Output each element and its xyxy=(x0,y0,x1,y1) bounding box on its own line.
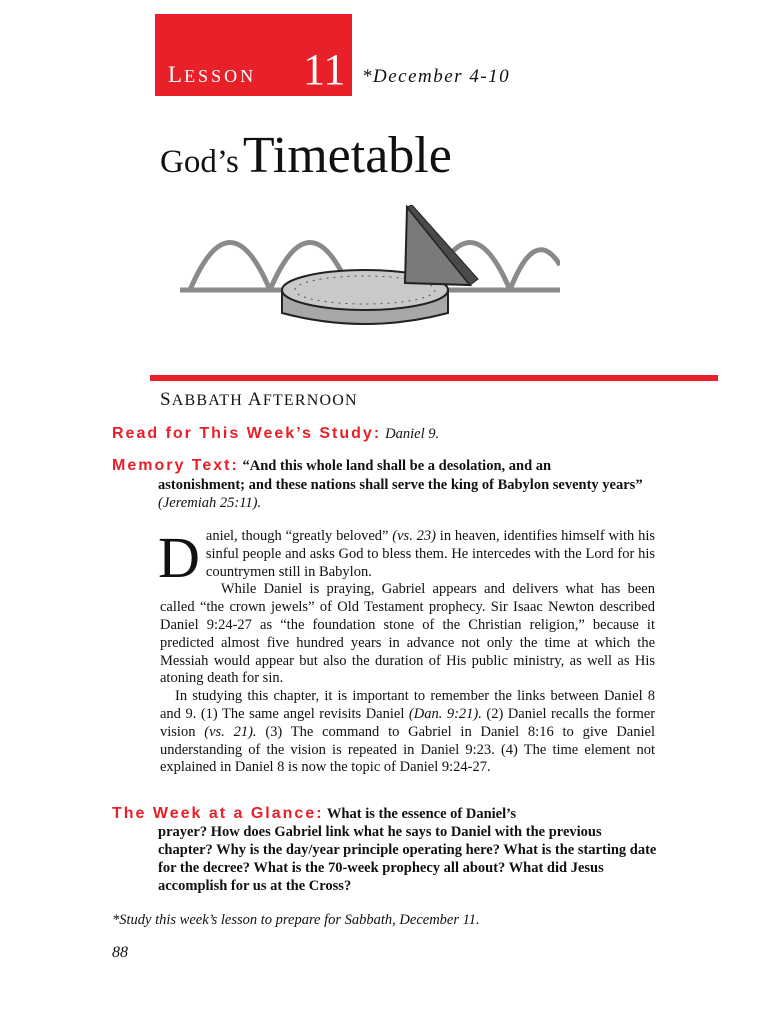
p3-text-c: (3) The command to Gabriel in Daniel 8:16 to give Daniel understanding of the vision is repeated in Daniel 9:23. (4) The time element not explained in Daniel 8 is now the topic of Daniel 9:24-27. xyxy=(160,723,655,776)
page-number: 88 xyxy=(112,944,128,961)
section-word-1: ABBATH xyxy=(171,392,243,409)
section-title xyxy=(160,389,358,411)
footnote: *Study this week’s lesson to prepare for Sabbath, December 11. xyxy=(112,912,480,928)
section-initial-1: S xyxy=(160,389,172,410)
paragraph-2: While Daniel is praying, Gabriel appears and delivers what has been called “the crown jewels” of Old Testament prophecy. Sir Isaac Newton described Daniel 9:24-27 as “the foundation stone of the Christian religion,” because it predicted almost five hundred years in advance not only the time at which the Messiah would appear but also the duration of His public ministry, as well as His atoning death for sin. xyxy=(160,581,655,687)
paragraph-1 xyxy=(158,525,655,590)
lesson-body xyxy=(158,525,656,777)
glance-label: The Week at a Glance: xyxy=(112,805,324,822)
lesson-label xyxy=(168,62,256,88)
glance-questions: prayer? How does Gabriel link what he says to Daniel with the previous chapter? Why is the day/year principle operating here? What is the starting date for the decree? What is the 70-week prophecy all about? What did Jesus accomplish for us at the Cross? xyxy=(158,824,657,894)
read-label: Read for This Week’s Study: xyxy=(112,425,382,442)
lesson-number: 11 xyxy=(303,45,346,94)
section-divider xyxy=(150,375,718,381)
p3-ref1: (Dan. 9:21). xyxy=(408,705,482,722)
p3-text-b: (2) Daniel recalls the former vision xyxy=(160,705,656,740)
p1-ref: (vs. 23) xyxy=(392,528,436,544)
memory-line1: “And this whole land shall be a desolation, and an xyxy=(242,458,552,474)
title-part1: God’s xyxy=(160,144,239,180)
lesson-date: *December 4-10 xyxy=(362,66,511,87)
p1-text-b: in heaven, identifies himself with his sinful people and asks God to bless them. He intercedes with the Lord for his countrymen still in Babylon. xyxy=(205,528,655,580)
p1-text-a: aniel, though “greatly beloved” xyxy=(205,528,389,544)
memory-text xyxy=(112,457,657,513)
section-word-2: FTERNOON xyxy=(262,392,358,409)
title-part2: Timetable xyxy=(242,127,452,184)
arc-1 xyxy=(190,243,270,291)
memory-line2: astonishment; and these nations shall serve the king of Babylon seventy years” xyxy=(158,476,643,493)
read-reference: Daniel 9. xyxy=(385,426,440,442)
drop-cap: D xyxy=(158,525,200,590)
p3-text-a: In studying this chapter, it is important to remember the links between Daniel 8 and 9. (1) The same angel revisits Daniel xyxy=(160,688,655,722)
sundial-icon xyxy=(180,205,560,335)
memory-reference: (Jeremiah 25:11). xyxy=(158,495,262,511)
lesson-initial: L xyxy=(168,62,185,87)
p3-ref2: (vs. 21). xyxy=(204,723,257,740)
lesson-word-rest: ESSON xyxy=(184,66,257,86)
arc-4 xyxy=(510,250,560,290)
page-title xyxy=(160,126,452,185)
glance-line1: What is the essence of Daniel’s xyxy=(326,806,517,822)
section-initial-2: A xyxy=(247,389,263,410)
reading-assignment xyxy=(112,425,439,443)
memory-label: Memory Text: xyxy=(112,457,239,474)
week-at-a-glance xyxy=(112,805,657,895)
paragraph-3 xyxy=(160,688,655,777)
